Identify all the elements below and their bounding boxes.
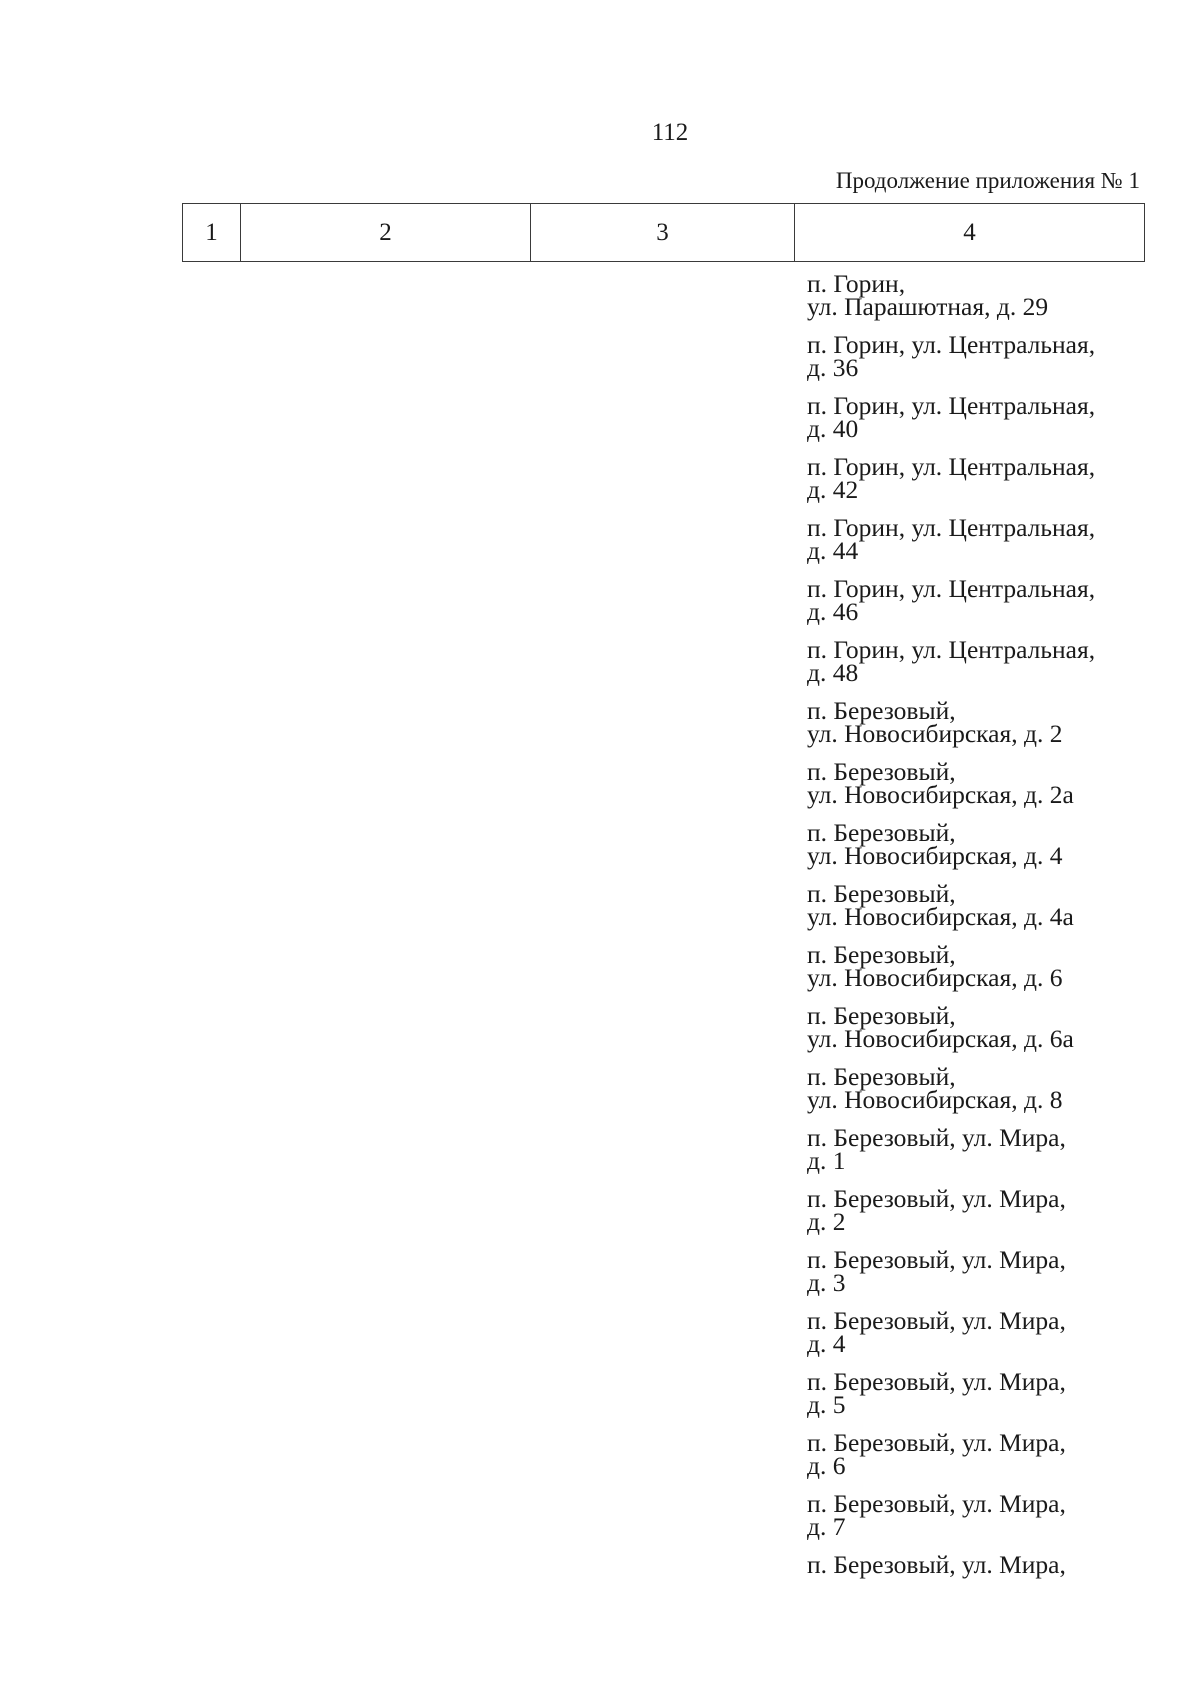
address-line: п. Березовый, (807, 699, 956, 725)
address-line: ул. Новосибирская, д. 4 (807, 841, 1063, 870)
address-entry (807, 1492, 1147, 1553)
appendix-continuation-note: Продолжение приложения № 1 (835, 168, 1140, 193)
address-line: п. Березовый, ул. Мира, (807, 1126, 1066, 1152)
address-line: д. 44 (807, 536, 859, 565)
column-header-row (183, 204, 1145, 262)
column-header-4: 4 (795, 204, 1145, 262)
address-entry (807, 882, 1147, 943)
address-line: п. Березовый, ул. Мира, (807, 1492, 1066, 1518)
address-entry (807, 333, 1147, 394)
address-line: п. Горин, ул. Центральная, (807, 394, 1096, 420)
column-header-1: 1 (183, 204, 241, 262)
address-entry (807, 760, 1147, 821)
address-entry (807, 1126, 1147, 1187)
address-entry (807, 1370, 1147, 1431)
address-line: ул. Новосибирская, д. 6а (807, 1024, 1074, 1053)
address-line: п. Березовый, ул. Мира, (807, 1431, 1066, 1457)
address-line: п. Березовый, ул. Мира, (807, 1187, 1066, 1213)
column-header-table (182, 203, 1145, 262)
address-line: д. 5 (807, 1390, 846, 1419)
address-line: п. Горин, ул. Центральная, (807, 577, 1096, 603)
address-line: ул. Новосибирская, д. 2 (807, 719, 1063, 748)
address-entry (807, 394, 1147, 455)
address-line: п. Березовый, (807, 1065, 956, 1091)
address-list (807, 272, 1147, 1614)
address-entry (807, 577, 1147, 638)
address-entry (807, 516, 1147, 577)
address-line: ул. Новосибирская, д. 6 (807, 963, 1063, 992)
address-line: п. Березовый, (807, 1004, 956, 1030)
address-line: д. 40 (807, 414, 859, 443)
address-line: д. 1 (807, 1146, 846, 1175)
address-line: д. 46 (807, 597, 859, 626)
address-line: д. 7 (807, 1512, 846, 1541)
address-entry (807, 455, 1147, 516)
page-number: 112 (651, 119, 689, 146)
address-line: п. Горин, ул. Центральная, (807, 638, 1096, 664)
address-line: п. Березовый, ул. Мира, (807, 1248, 1066, 1274)
address-line: п. Березовый, ул. Мира, (807, 1370, 1066, 1396)
address-entry (807, 638, 1147, 699)
column-header-2: 2 (241, 204, 531, 262)
address-entry (807, 699, 1147, 760)
address-entry (807, 943, 1147, 1004)
address-entry (807, 272, 1147, 333)
address-line: п. Березовый, (807, 882, 956, 908)
address-line: ул. Новосибирская, д. 2а (807, 780, 1074, 809)
address-entry (807, 1248, 1147, 1309)
address-entry (807, 1004, 1147, 1065)
address-entry (807, 1431, 1147, 1492)
address-line: д. 4 (807, 1329, 846, 1358)
address-line: д. 48 (807, 658, 859, 687)
address-line: п. Горин, ул. Центральная, (807, 333, 1096, 359)
address-entry (807, 1309, 1147, 1370)
address-line: ул. Новосибирская, д. 8 (807, 1085, 1063, 1114)
address-line: п. Березовый, ул. Мира, (807, 1309, 1066, 1335)
address-line: д. 6 (807, 1451, 846, 1480)
address-line: п. Березовый, ул. Мира, (807, 1553, 1066, 1579)
address-entry (807, 1553, 1147, 1614)
column-header-3: 3 (531, 204, 795, 262)
address-line: д. 2 (807, 1207, 846, 1236)
address-line: д. 3 (807, 1268, 846, 1297)
address-line: д. 42 (807, 475, 859, 504)
address-line: п. Березовый, (807, 760, 956, 786)
address-line: ул. Новосибирская, д. 4а (807, 902, 1074, 931)
address-line: п. Горин, (807, 272, 906, 298)
address-line: ул. Парашютная, д. 29 (807, 292, 1049, 321)
address-entry (807, 1187, 1147, 1248)
address-line: п. Березовый, (807, 943, 956, 969)
address-line: п. Горин, ул. Центральная, (807, 455, 1096, 481)
address-line: п. Горин, ул. Центральная, (807, 516, 1096, 542)
address-line: д. 36 (807, 353, 859, 382)
address-line: п. Березовый, (807, 821, 956, 847)
address-entry (807, 1065, 1147, 1126)
address-entry (807, 821, 1147, 882)
